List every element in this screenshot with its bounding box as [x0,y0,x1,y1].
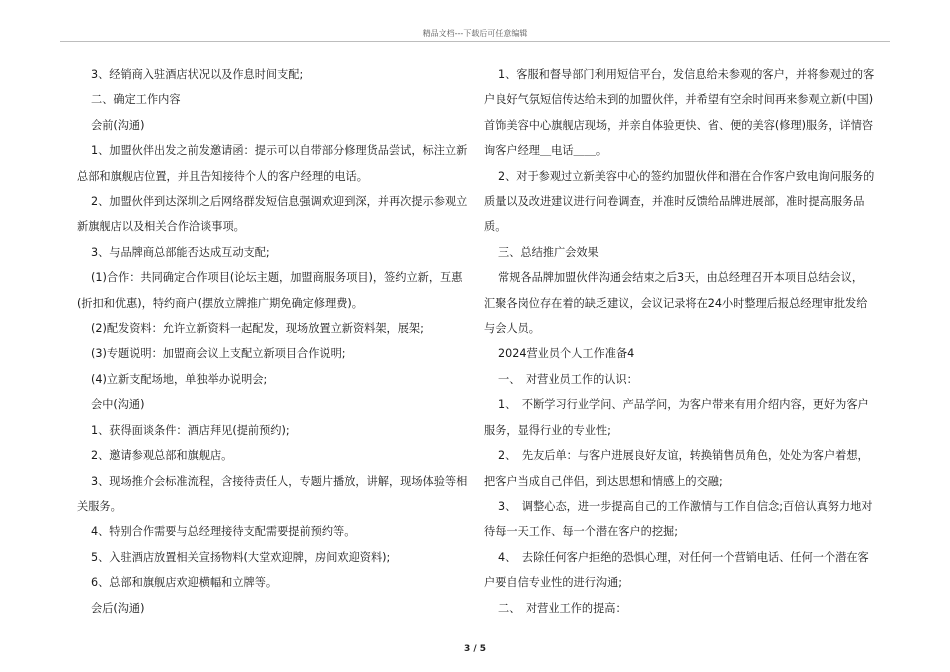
text-line: 会前(沟通) [91,118,145,132]
text-line: 把客户当成自己伴侣，到达思想和情感上的交融; [484,474,723,488]
text-line: 2、对于参观过立新美容中心的签约加盟伙伴和潜在合作客户致电询问服务的 [498,169,875,183]
text-line: 总部和旗舰店位置，并且告知接待个人的客户经理的电话。 [77,169,368,183]
text-line: 二、 对营业工作的提高： [498,601,627,615]
text-line: 6、总部和旗舰店欢迎横幅和立牌等。 [91,576,278,590]
left-column [77,62,468,621]
text-line: 1、 不断学习行业学问、产品学问，为客户带来有用介绍内容，更好为客户 [498,398,869,412]
header-divider [60,41,890,42]
text-line: 常规各品牌加盟伙伴沟通会结束之后3天，由总经理召开本项目总结会议， [498,271,864,285]
text-line: 4、 去除任何客户拒绝的恐惧心理，对任何一个营销电话、任何一个潜在客 [498,550,869,564]
text-line: 3、 调整心态，进一步提高自己的工作激情与工作自信念;百倍认真努力地对 [498,499,873,513]
text-line: 询客户经理＿电话＿＿。 [484,144,608,158]
text-line: 3、与品牌商总部能否达成互动支配; [91,245,270,259]
text-line: 户良好气氛短信传达给未到的加盟伙伴，并希望有空余时间再来参观立新(中国) [484,93,874,107]
text-line: 1、客服和督导部门利用短信平台，发信息给未参观的客户，并将参观过的客 [498,68,875,81]
text-line: 2024营业员个人工作准备4 [498,347,635,361]
page-header: 精品文档---下载后可任意编辑 [422,29,528,38]
text-line: 1、加盟伙伴出发之前发邀请函：提示可以自带部分修理货品尝试，标注立新 [91,144,468,158]
text-line: 3、经销商入驻酒店状况以及作息时间支配; [91,68,304,81]
text-line: 2、加盟伙伴到达深圳之后网络群发短信息强调欢迎到深，并再次提示参观立 [91,195,468,209]
text-line: 与会人员。 [484,322,540,336]
right-column [484,62,875,621]
text-line: 2、 先友后单：与客户进展良好友谊，转换销售员角色，处处为客户着想， [498,449,869,463]
text-line: 5、入驻酒店放置相关宣扬物料(大堂欢迎牌，房间欢迎资料); [91,550,391,564]
text-line: 新旗舰店以及相关合作洽谈事项。 [77,220,245,234]
text-line: 待每一天工作、每一个潜在客户的挖掘; [484,525,678,539]
text-line: (4)立新支配场地，单独举办说明会; [91,372,268,386]
text-line: 户要自信专业性的进行沟通; [484,576,623,590]
text-line: 3、现场推介会标准流程，含接待责任人，专题片播放，讲解，现场体验等相 [91,474,468,488]
text-line: 4、特别合作需要与总经理接待支配需要提前预约等。 [91,525,356,539]
text-line: 首饰美容中心旗舰店现场，并亲自体验更快、省、便的美容(修理)服务，详情咨 [484,118,874,132]
text-line: 二、确定工作内容 [91,93,181,107]
text-line: 质。 [484,220,507,234]
text-line: 一、 对营业员工作的认识： [498,372,638,386]
page-number: 3 / 5 [463,644,487,654]
text-line: (折扣和优惠)，特约商户(摆放立牌推广期免确定修理费)。 [77,296,363,310]
text-line: (2)配发资料：允许立新资料一起配发，现场放置立新资料架，展架; [91,322,424,336]
text-line: 服务，显得行业的专业性; [484,423,611,437]
text-line: 会后(沟通) [91,601,145,615]
text-line: (1)合作：共同确定合作项目(论坛主题，加盟商服务项目)，签约立新，互惠 [91,271,463,285]
text-line: 三、总结推广会效果 [498,245,599,259]
text-line: 质量以及改进建议进行问卷调查，并准时反馈给品牌进展部，准时提高服务品 [484,195,865,209]
text-line: 2、邀请参观总部和旗舰店。 [91,449,233,463]
text-line: 1、获得面谈条件：酒店拜见(提前预约); [91,423,290,437]
text-line: (3)专题说明：加盟商会议上支配立新项目合作说明; [91,347,346,361]
text-line: 汇聚各岗位存在着的缺乏建议，会议记录将在24小时整理后报总经理审批发给 [484,296,868,310]
text-line: 关服务。 [77,499,122,513]
text-line: 会中(沟通) [91,398,145,412]
